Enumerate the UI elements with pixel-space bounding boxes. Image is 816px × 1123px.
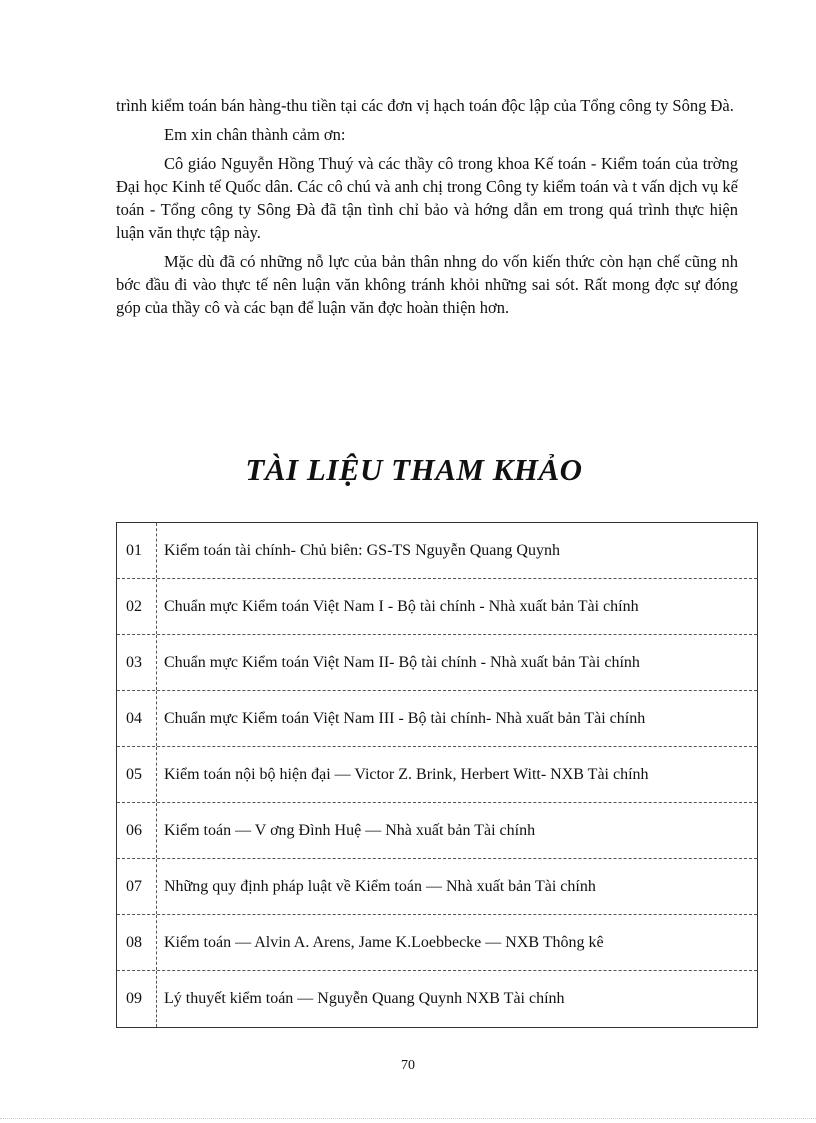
reference-row (117, 859, 757, 915)
reference-number: 09 (117, 971, 157, 1027)
body-text (116, 94, 738, 325)
paragraph-apology: Mặc dù đã có những nỗ lực của bản thân nhng do vốn kiến thức còn hạn chế cũng nh bớc đầu đi vào thực tế nên luận văn không tránh khỏi những sai sót. Rất mong đợc sự đóng góp của thầy cô và các bạn để luận văn đợc hoàn thiện hơn. (116, 252, 738, 317)
reference-row (117, 747, 757, 803)
reference-number: 05 (117, 747, 157, 802)
reference-text: Kiểm toán — Alvin A. Arens, Jame K.Loebbecke — NXB Thông kê (164, 933, 604, 951)
page-number: 70 (401, 1058, 415, 1073)
reference-text: Chuẩn mực Kiểm toán Việt Nam III - Bộ tài chính- Nhà xuất bản Tài chính (164, 709, 646, 727)
reference-text: Chuẩn mực Kiểm toán Việt Nam I - Bộ tài chính - Nhà xuất bản Tài chính (164, 597, 639, 615)
reference-number: 01 (117, 523, 157, 578)
reference-number: 04 (117, 691, 157, 746)
reference-number: 08 (117, 915, 157, 970)
paragraph-acknowledgement: Cô giáo Nguyễn Hồng Thuý và các thầy cô trong khoa Kế toán - Kiểm toán của trờng Đại học Kinh tế Quốc dân. Các cô chú và anh chị trong Công ty kiểm toán và t vấn dịch vụ kế toán - Tổng công ty Sông Đà đã tận tình chỉ bảo và hớng dẫn em trong quá trình thực hiện luận văn thực tập này. (116, 154, 738, 242)
reference-number: 06 (117, 803, 157, 858)
reference-number: 02 (117, 579, 157, 634)
reference-text: Lý thuyết kiểm toán — Nguyễn Quang Quynh NXB Tài chính (164, 990, 565, 1007)
reference-text: Kiểm toán tài chính- Chủ biên: GS-TS Nguyễn Quang Quynh (164, 541, 560, 559)
reference-row (117, 803, 757, 859)
references-title: TÀI LIỆU THAM KHẢO (245, 452, 583, 487)
reference-row (117, 691, 757, 747)
reference-row (117, 579, 757, 635)
references-table (116, 522, 758, 1028)
reference-row (117, 971, 757, 1027)
reference-number: 03 (117, 635, 157, 690)
reference-row (117, 915, 757, 971)
paragraph-continuation: trình kiểm toán bán hàng-thu tiền tại các đơn vị hạch toán độc lập của Tổng công ty Sông Đà. (116, 96, 734, 115)
reference-number: 07 (117, 859, 157, 914)
reference-text: Kiểm toán nội bộ hiện đại — Victor Z. Brink, Herbert Witt- NXB Tài chính (164, 765, 649, 783)
reference-row (117, 635, 757, 691)
page-bottom-divider (0, 1118, 816, 1119)
paragraph-thanks: Em xin chân thành cảm ơn: (164, 125, 346, 144)
reference-text: Những quy định pháp luật về Kiểm toán — Nhà xuất bản Tài chính (164, 877, 596, 895)
reference-row (117, 523, 757, 579)
reference-text: Chuẩn mực Kiểm toán Việt Nam II- Bộ tài chính - Nhà xuất bản Tài chính (164, 653, 640, 671)
reference-text: Kiểm toán — V ơng Đình Huệ — Nhà xuất bản Tài chính (164, 821, 536, 839)
